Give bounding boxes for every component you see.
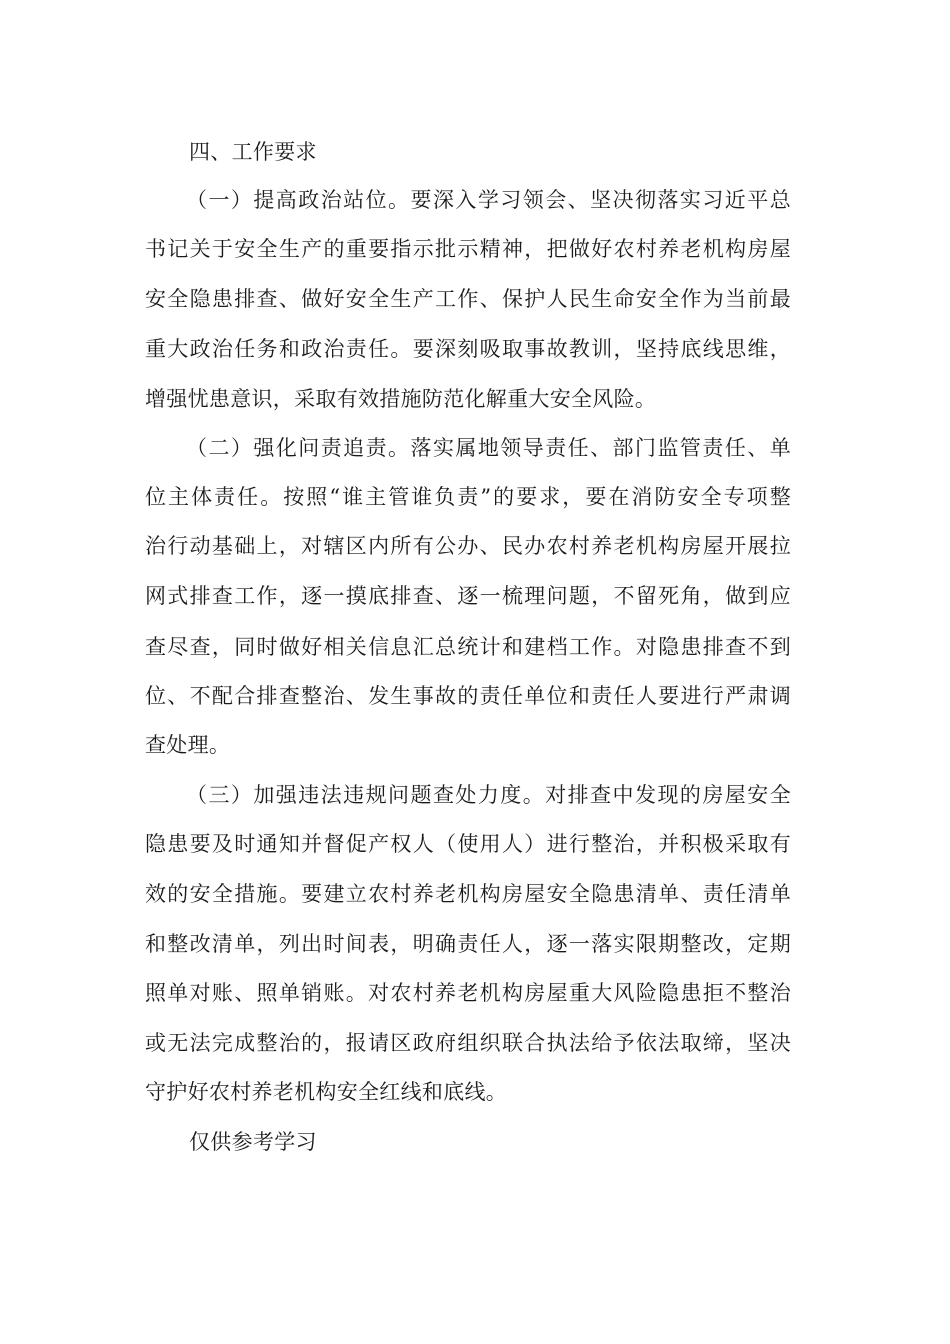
paragraph-line: 查处理。 <box>145 733 231 757</box>
paragraph-line: 位主体责任。按照“谁主管谁负责”的要求，要在消防安全专项整 <box>145 485 791 509</box>
paragraph-line: 隐患要及时通知并督促产权人（使用人）进行整治，并积极采取有 <box>145 832 791 856</box>
paragraph-line: 和整改清单，列出时间表，明确责任人，逐一落实限期整改，定期 <box>145 932 791 956</box>
paragraph-line: 网式排查工作，逐一摸底排查、逐一梳理问题，不留死角，做到应 <box>145 584 791 608</box>
paragraph-line: 治行动基础上，对辖区内所有公办、民办农村养老机构房屋开展拉 <box>145 534 791 558</box>
paragraph-line: 照单对账、照单销账。对农村养老机构房屋重大风险隐患拒不整治 <box>145 981 791 1005</box>
footer-note: 仅供参考学习 <box>189 1130 317 1154</box>
paragraph-line: 查尽查，同时做好相关信息汇总统计和建档工作。对隐患排查不到 <box>145 635 791 659</box>
paragraph-line: 效的安全措施。要建立农村养老机构房屋安全隐患清单、责任清单 <box>145 882 791 906</box>
paragraph-line: 增强忧患意识，采取有效措施防范化解重大安全风险。 <box>145 387 657 411</box>
paragraph-line: 安全隐患排查、做好安全生产工作、保护人民生命安全作为当前最 <box>145 287 791 311</box>
section-heading: 四、工作要求 <box>189 140 317 164</box>
paragraph-line: （一）提高政治站位。要深入学习领会、坚决彻落实习近平总 <box>186 188 791 212</box>
paragraph-line: 位、不配合排查整治、发生事故的责任单位和责任人要进行严肃调 <box>145 684 791 708</box>
paragraph-line: （二）强化问责追责。落实属地领导责任、部门监管责任、单 <box>186 436 791 460</box>
paragraph-line: （三）加强违法违规问题查处力度。对排查中发现的房屋安全 <box>186 783 791 807</box>
paragraph-line: 重大政治任务和政治责任。要深刻吸取事故教训，坚持底线思维， <box>145 337 791 361</box>
paragraph-line: 或无法完成整治的，报请区政府组织联合执法给予依法取缔，坚决 <box>145 1031 791 1055</box>
paragraph-line: 书记关于安全生产的重要指示批示精神，把做好农村养老机构房屋 <box>145 237 791 261</box>
paragraph-line: 守护好农村养老机构安全红线和底线。 <box>145 1080 508 1104</box>
